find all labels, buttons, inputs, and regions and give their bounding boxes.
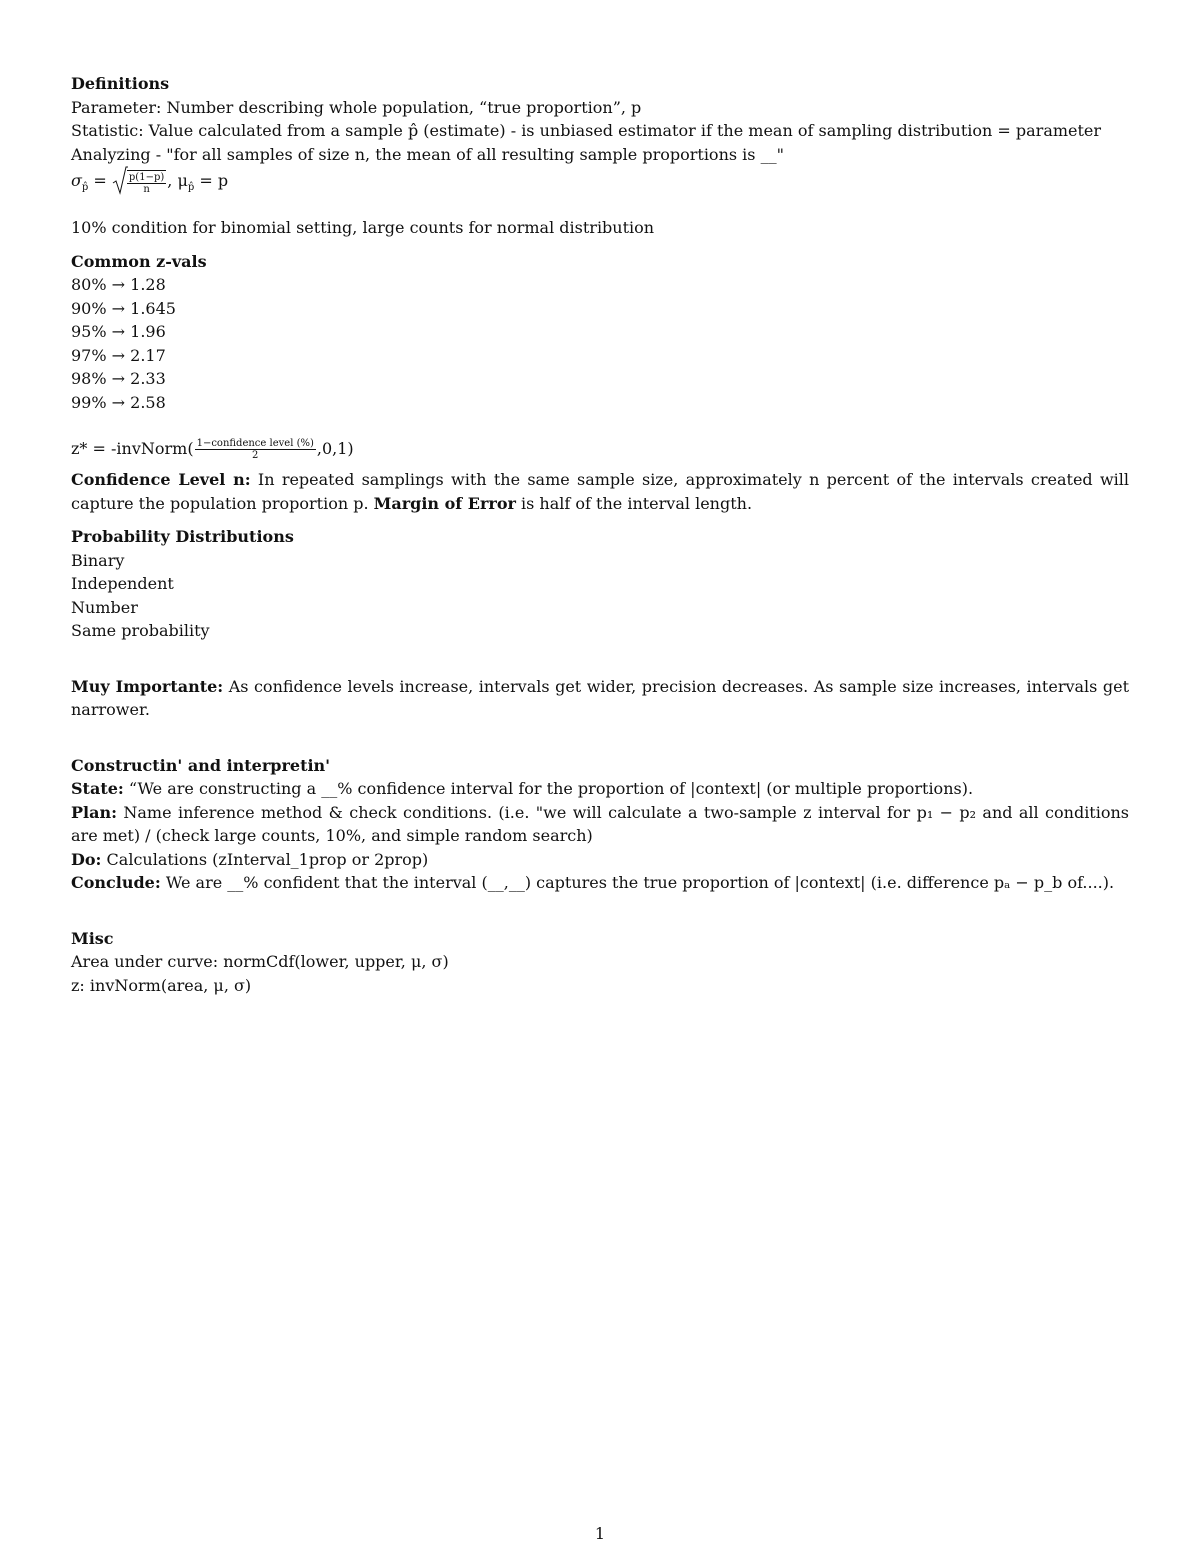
important-text: As confidence levels increase, intervals get wider, precision decreases. As sample size increases, intervals get narrower. bbox=[71, 676, 1130, 719]
zval-item: 99% → 2.58 bbox=[71, 392, 166, 412]
se-numerator: p(1−p) bbox=[128, 171, 165, 183]
mu-equals: = p bbox=[194, 171, 229, 190]
plan-label: Plan: bbox=[71, 802, 118, 822]
area-under-curve-note: Area under curve: normCdf(lower, upper, μ, σ) bbox=[71, 952, 449, 971]
zstar-numerator: 1−confidence level (%) bbox=[196, 438, 314, 449]
probability-item: Independent bbox=[71, 574, 174, 593]
state-text: “We are constructing a __% confidence interval for the proportion of |context| (or multiple proportions). bbox=[123, 779, 974, 798]
important-label: Muy Importante: bbox=[71, 676, 224, 696]
margin-of-error-label: Margin of Error bbox=[373, 493, 516, 513]
plan-step bbox=[71, 801, 1129, 848]
se-fraction bbox=[127, 170, 166, 195]
radical-sign-icon bbox=[112, 165, 128, 195]
sigma-subscript: p̂ bbox=[81, 182, 89, 194]
page-number: 1 bbox=[594, 1524, 606, 1543]
zval-item: 80% → 1.28 bbox=[71, 275, 166, 294]
margin-of-error-text: is half of the interval length. bbox=[515, 493, 753, 513]
sigma-symbol: σ bbox=[71, 171, 82, 190]
confidence-level-paragraph bbox=[71, 468, 1129, 515]
definitions-heading: Definitions bbox=[71, 74, 170, 93]
state-label: State: bbox=[71, 779, 124, 798]
do-step bbox=[71, 848, 1129, 872]
misc-heading: Misc bbox=[71, 928, 114, 948]
conclude-label: Conclude: bbox=[71, 873, 161, 892]
probability-item: Binary bbox=[71, 550, 125, 570]
zval-item: 97% → 2.17 bbox=[71, 345, 166, 365]
do-text: Calculations (zInterval_1prop or 2prop) bbox=[101, 849, 429, 869]
conclude-text: We are __% confident that the interval (__,__) captures the true proportion of |context| (i.e. difference pₐ − p_b of....). bbox=[160, 873, 1115, 892]
confidence-level-label: Confidence Level n: bbox=[71, 470, 251, 489]
document-page bbox=[71, 72, 1129, 997]
plan-text: Name inference method & check conditions. (i.e. "we will calculate a two-sample z interval for p₁ − p₂ and all conditions are met) / (check large counts, 10%, and simple random search) bbox=[71, 802, 1129, 845]
square-root bbox=[112, 167, 167, 197]
probability-item: Same probability bbox=[71, 621, 210, 640]
zstar-formula bbox=[71, 434, 1129, 464]
parameter-definition: Parameter: Number describing whole population, “true proportion”, p bbox=[71, 97, 642, 117]
invnorm-note: z: invNorm(area, μ, σ) bbox=[71, 975, 252, 995]
state-step bbox=[71, 777, 1129, 801]
conclude-step bbox=[71, 871, 1129, 895]
zvals-heading: Common z-vals bbox=[71, 251, 207, 271]
analyzing-definition: Analyzing - "for all samples of size n, the mean of all resulting sample proportions is __" bbox=[71, 144, 784, 164]
mu-subscript: p̂ bbox=[187, 182, 195, 194]
constructing-heading: Constructin' and interpretin' bbox=[71, 755, 331, 775]
zstar-denominator: 2 bbox=[252, 450, 259, 461]
zstar-prefix: z* = -invNorm( bbox=[71, 439, 194, 458]
important-paragraph bbox=[71, 675, 1129, 722]
zval-item: 95% → 1.96 bbox=[71, 322, 166, 341]
probability-heading: Probability Distributions bbox=[71, 527, 294, 546]
zstar-suffix: ,0,1) bbox=[316, 439, 354, 458]
zval-item: 98% → 2.33 bbox=[71, 369, 166, 388]
confidence-level-text: In repeated samplings with the same sample size, approximately n percent of the intervals created will capture the population proportion p. bbox=[71, 470, 1129, 513]
standard-error-formula: $\sigma_{p̂}$ = $\frac{p(1-p)}{n}$ , $\mu_{p̂} = p$ bbox=[71, 166, 1129, 196]
statistic-definition: Statistic: Value calculated from a sample p̂ (estimate) - is unbiased estimator if the mean of sampling distribution = parameter bbox=[71, 121, 1102, 140]
zval-item: 90% → 1.645 bbox=[71, 298, 176, 318]
zstar-fraction bbox=[195, 438, 316, 461]
probability-item: Number bbox=[71, 597, 138, 617]
do-label: Do: bbox=[71, 849, 102, 869]
conditions-note: 10% condition for binomial setting, large counts for normal distribution bbox=[71, 218, 655, 237]
se-denominator: n bbox=[143, 183, 150, 195]
mu-part: , μ bbox=[167, 171, 188, 190]
